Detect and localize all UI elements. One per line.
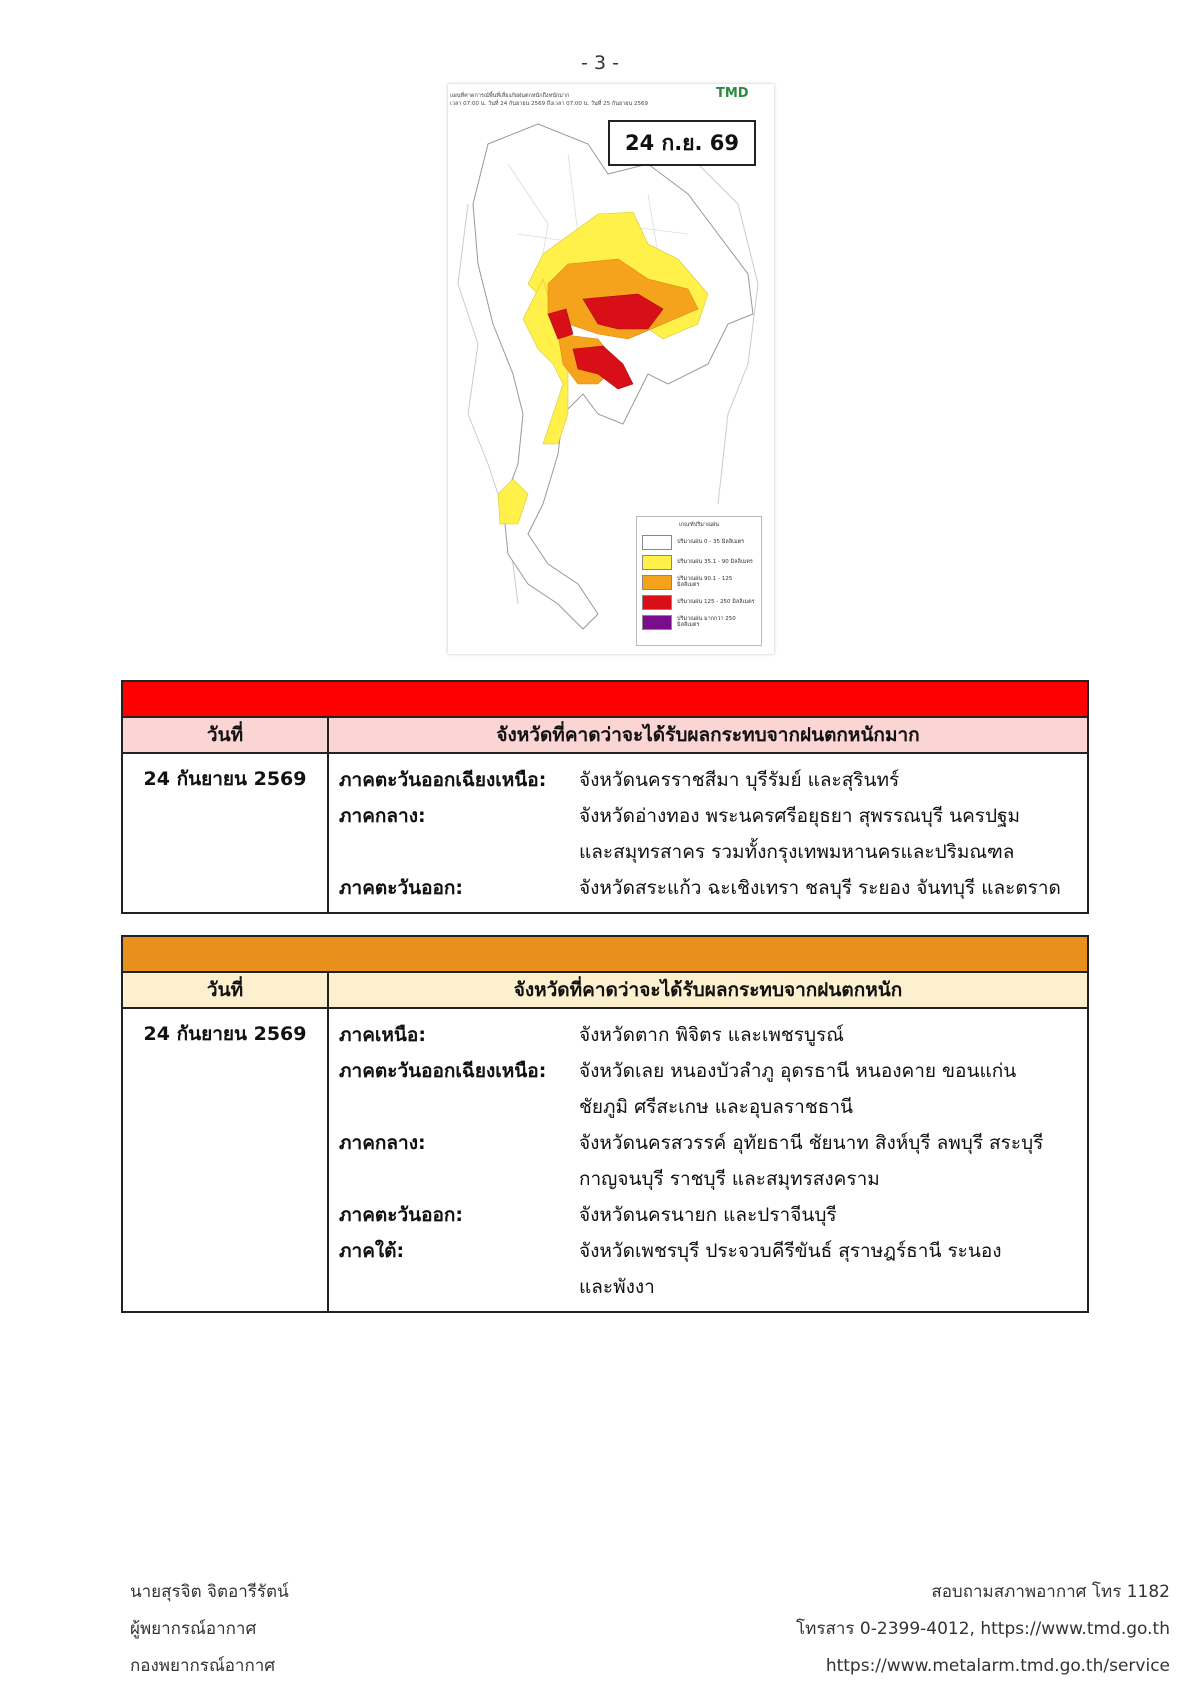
region-row — [339, 1053, 1077, 1125]
region-name: ภาคตะวันออกเฉียงเหนือ: — [339, 769, 547, 791]
severity-bar-red — [122, 681, 1088, 717]
author-division: กองพยากรณ์อากาศ — [130, 1656, 276, 1676]
legend-label: ปริมาณฝน มากกว่า 250 มิลลิเมตร — [677, 616, 736, 628]
region-provinces — [579, 1197, 1077, 1233]
region-row — [339, 870, 1077, 906]
legend-swatch — [642, 535, 672, 550]
col-provinces-header: จังหวัดที่คาดว่าจะได้รับผลกระทบจากฝนตกหนัก — [328, 972, 1088, 1008]
col-provinces-header: จังหวัดที่คาดว่าจะได้รับผลกระทบจากฝนตกหนักมาก — [328, 717, 1088, 753]
map-subtitle-text: เวลา 07:00 น. วันที่ 24 กันยายน 2569 ถึงเวลา 07:00 น. วันที่ 25 กันยายน 2569 — [450, 101, 649, 107]
province-line: จังหวัดอ่างทอง พระนครศรีอยุธยา สุพรรณบุรี นครปฐม — [579, 805, 1021, 827]
legend-item — [642, 612, 756, 632]
province-line: จังหวัดเลย หนองบัวลำภู อุดรธานี หนองคาย ขอนแก่น — [579, 1060, 1017, 1082]
region-provinces — [579, 1125, 1077, 1197]
region-provinces — [579, 1017, 1077, 1053]
legend-swatch — [642, 595, 672, 610]
region-provinces — [579, 798, 1077, 870]
hotline-text: สอบถามสภาพอากาศ โทร 1182 — [931, 1582, 1170, 1602]
regions-cell — [328, 753, 1088, 913]
legend-label: ปริมาณฝน 35.1 - 90 มิลลิเมตร — [677, 559, 753, 565]
severity-bar-orange — [122, 936, 1088, 972]
region-name: ภาคตะวันออก: — [339, 877, 464, 899]
footer-contact — [796, 1574, 1170, 1685]
col-date-header: วันที่ — [122, 717, 328, 753]
table-row — [122, 753, 1088, 913]
author-name: นายสุรจิต จิตอารีรัตน์ — [130, 1582, 289, 1602]
region-provinces — [579, 870, 1077, 906]
region-name: ภาคตะวันออก: — [339, 1204, 464, 1226]
region-row — [339, 1233, 1077, 1305]
province-line: จังหวัดสระแก้ว ฉะเชิงเทรา ชลบุรี ระยอง จันทบุรี และตราด — [579, 877, 1061, 899]
legend-label: ปริมาณฝน 90.1 - 125 มิลลิเมตร — [677, 576, 733, 588]
region-name: ภาคกลาง: — [339, 1132, 426, 1154]
legend-label: ปริมาณฝน 0 - 35 มิลลิเมตร — [677, 539, 745, 545]
legend-label: ปริมาณฝน 125 - 250 มิลลิเมตร — [677, 599, 755, 605]
legend-item — [642, 572, 756, 592]
province-line: ชัยภูมิ ศรีสะเกษ และอุบลราชธานี — [579, 1096, 853, 1118]
region-provinces — [579, 1233, 1077, 1305]
table-header-row — [122, 972, 1088, 1008]
legend-item — [642, 552, 756, 572]
region-name: ภาคใต้: — [339, 1240, 405, 1262]
province-line: กาญจนบุรี ราชบุรี และสมุทรสงคราม — [579, 1168, 880, 1190]
date-cell: 24 กันยายน 2569 — [122, 753, 328, 913]
legend-title: เกณฑ์ปริมาณฝน — [678, 522, 720, 528]
regions-cell — [328, 1008, 1088, 1312]
table-header-row — [122, 717, 1088, 753]
footer-signature — [130, 1574, 289, 1685]
region-name: ภาคเหนือ: — [339, 1024, 426, 1046]
region-name: ภาคตะวันออกเฉียงเหนือ: — [339, 1060, 547, 1082]
map-date-label: 24 ก.ย. 69 — [608, 120, 756, 166]
author-position: ผู้พยากรณ์อากาศ — [130, 1619, 257, 1639]
province-line: จังหวัดนครราชสีมา บุรีรัมย์ และสุรินทร์ — [579, 769, 900, 791]
region-row — [339, 1017, 1077, 1053]
province-line: จังหวัดตาก พิจิตร และเพชรบูรณ์ — [579, 1024, 844, 1046]
map-title — [450, 92, 716, 108]
very-heavy-rain-table — [121, 680, 1089, 914]
region-name: ภาคกลาง: — [339, 805, 426, 827]
province-line: และพังงา — [579, 1276, 655, 1298]
service-link[interactable]: https://www.metalarm.tmd.go.th/service — [825, 1656, 1170, 1676]
map-legend — [636, 516, 762, 646]
region-row — [339, 1125, 1077, 1197]
province-line: จังหวัดนครสวรรค์ อุทัยธานี ชัยนาท สิงห์บุรี ลพบุรี สระบุรี — [579, 1132, 1044, 1154]
region-provinces — [579, 762, 1077, 798]
legend-item — [642, 532, 756, 552]
table-row — [122, 1008, 1088, 1312]
region-row — [339, 1197, 1077, 1233]
region-row — [339, 762, 1077, 798]
fax-web-text[interactable]: โทรสาร 0-2399-4012, https://www.tmd.go.th — [796, 1619, 1170, 1639]
region-row — [339, 798, 1077, 870]
col-date-header: วันที่ — [122, 972, 328, 1008]
map-title-text: แผนที่คาดการณ์พื้นที่เสี่ยงภัยฝนตกหนักถึงหนักมาก — [450, 93, 570, 99]
legend-item — [642, 592, 756, 612]
legend-swatch — [642, 615, 672, 630]
tmd-logo: TMD — [716, 86, 749, 101]
province-line: จังหวัดเพชรบุรี ประจวบคีรีขันธ์ สุราษฎร์ธานี ระนอง — [579, 1240, 1002, 1262]
heavy-rain-table — [121, 935, 1089, 1313]
region-provinces — [579, 1053, 1077, 1125]
page-number: - 3 - — [581, 52, 619, 74]
province-line: จังหวัดนครนายก และปราจีนบุรี — [579, 1204, 837, 1226]
legend-swatch — [642, 555, 672, 570]
legend-swatch — [642, 575, 672, 590]
province-line: และสมุทรสาคร รวมทั้งกรุงเทพมหานครและปริมณฑล — [579, 841, 1015, 863]
date-cell: 24 กันยายน 2569 — [122, 1008, 328, 1312]
